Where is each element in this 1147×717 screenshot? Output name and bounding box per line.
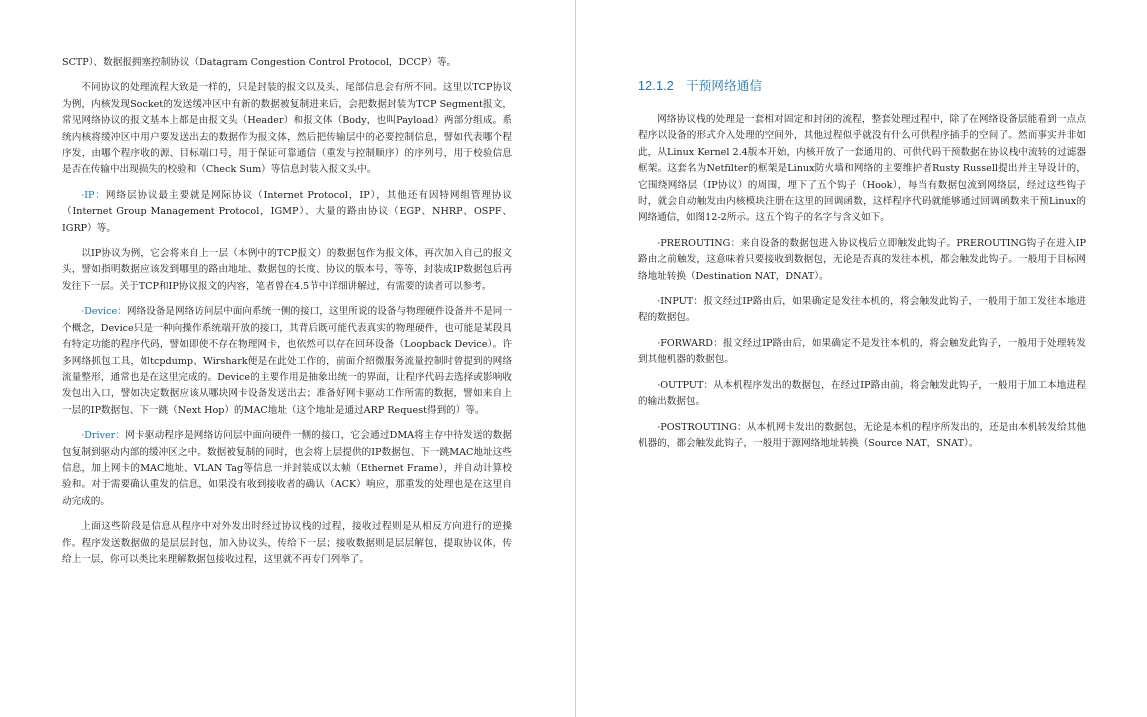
hook-forward: ·FORWARD：报文经过IP路由后，如果确定不是发往本机的，将会触发此钩子，一般用于处理转发到其他机器的数据包。 — [638, 337, 1086, 366]
paragraph-receive-process: 上面这些阶段是信息从程序中对外发出时经过协议栈的过程，接收过程则是从相反方向进行的逆操作。程序发送数据做的是层层封包，加入协议头，传给下一层；接收数据则是层层解包，提取协议体，传给上一层，你可以类比来理解数据包接收过程，这里就不再专门列举了。 — [62, 521, 512, 565]
right-text-column — [638, 72, 1086, 461]
bullet-ip-term: ·IP： — [81, 189, 106, 201]
bullet-ip-text: 网络层协议最主要就是网际协议（Internet Protocol，IP），其他还有因特网组管理协议（Internet Group Management Protocol，IGMP）、大量的路由协议（EGP、NHRP、OSPF、IGRP）等。 — [62, 189, 513, 234]
bullet-driver — [62, 428, 512, 510]
bullet-driver-text: 网卡驱动程序是网络访问层中面向硬件一侧的接口，它会通过DMA将主存中待发送的数据包复制到驱动内部的缓冲区之中。数据被复制的同时，也会将上层提供的IP数据包、下一跳MAC地址这些信息，加上网卡的MAC地址、VLAN Tag等信息一并封装成以太帧（Ethernet Frame），并自动计算校验和。对于需要确认重发的信息，如果没有收到接收者的确认（ACK）响应，那重发的处理也是在这里自动完成的。 — [62, 430, 512, 507]
paragraph-netfilter-intro: 网络协议栈的处理是一套相对固定和封闭的流程，整套处理过程中，除了在网络设备层能看到一点点程序以设备的形式介入处理的空间外，其他过程似乎就没有什么可供程序插手的空间了。然而事实并非如此，从Linux Kernel 2.4版本开始，内核开放了一套通用的、可供代码干预数据在协议栈中流转的过滤器框架。这套名为Netfilter的框架是Linux防火墙和网络的主要维护者Rusty Russell提出并主导设计的，它围绕网络层（IP协议）的周围，埋下了五个钩子（Hook），每当有数据包流到网络层，经过这些钩子时，就会自动触发由内核模块注册在这里的回调函数，这样程序代码就能够通过回调函数来干预Linux的网络通信，如图12-2所示。这五个钩子的名字与含义如下。 — [638, 114, 1086, 224]
hook-input: ·INPUT：报文经过IP路由后，如果确定是发往本机的，将会触发此钩子，一般用于加工发往本地进程的数据包。 — [638, 296, 1086, 324]
bullet-ip — [62, 188, 512, 237]
section-number: 12.1.2 — [638, 79, 674, 93]
left-text-column — [62, 55, 512, 577]
paragraph-sctp-continuation: SCTP）、数据报拥塞控制协议（Datagram Congestion Control Protocol，DCCP）等。 — [62, 57, 457, 68]
section-title: 干预网络通信 — [685, 79, 763, 93]
bullet-driver-term: ·Driver： — [81, 430, 126, 442]
bullet-device-term: ·Device： — [81, 306, 127, 318]
bullet-device-text: 网络设备是网络访问层中面向系统一侧的接口，这里所说的设备与物理硬件设备并不是同一个概念，Device只是一种向操作系统端开放的接口，其背后既可能代表真实的物理硬件，也可能是某段具有特定功能的程序代码，譬如即使不存在物理网卡，也依然可以存在回环设备（Loopback Device）。许多网络抓包工具，如tcpdump、Wirshark便是在此处工作的，前面介绍微服务流量控制时曾提到的网络流量整形，通常也是在这里完成的。Device的主要作用是抽象出统一的界面，让程序代码去选择或影响收发包出入口，譬如决定数据应该从哪块网卡设备发送出去；准备好网卡驱动工作所需的数据，譬如来自上一层的IP数据包、下一跳（Next Hop）的MAC地址（这个地址是通过ARP Request得到的）等。 — [62, 306, 512, 416]
hook-postrouting: ·POSTROUTING：从本机网卡发出的数据包，无论是本机的程序所发出的，还是由本机转发给其他机器的，都会触发此钩子，一般用于源网络地址转换（Source NAT，SNAT）。 — [638, 421, 1086, 449]
section-heading — [638, 76, 1086, 94]
hook-prerouting: ·PREROUTING：来自设备的数据包进入协议栈后立即触发此钩子。PREROUTING钩子在进入IP路由之前触发，这意味着只要接收到数据包，无论是否真的发往本机，都会触发此钩子。一般用于目标网络地址转换（Destination NAT，DNAT）。 — [638, 237, 1086, 282]
bullet-device — [62, 304, 512, 419]
hook-output: ·OUTPUT：从本机程序发出的数据包，在经过IP路由前，将会触发此钩子，一般用于加工本地进程的输出数据包。 — [638, 379, 1086, 408]
paragraph-tcp-encapsulation: 不同协议的处理流程大致是一样的，只是封装的报文以及头、尾部信息会有所不同。这里以TCP协议为例，内核发现Socket的发送缓冲区中有新的数据被复制进来后，会把数据封装为TCP Segment报文，常见网络协议的报文基本上都是由报文头（Header）和报文体（Body，也叫Payload）两部分组成。系统内核将缓冲区中用户要发送出去的数据作为报文体，然后把传输层中的必要控制信息，譬如代表哪个程序发，由哪个程序收的源、目标端口号，用于保证可靠通信（重发与控制顺序）的序列号，用于校验信息是否在传输中出现损失的校验和（Check Sum）等信息封装入报文头中。 — [62, 82, 512, 176]
paragraph-ip-example: 以IP协议为例，它会将来自上一层（本例中的TCP报文）的数据包作为报文体，再次加入自己的报文头，譬如指明数据应该发到哪里的路由地址、数据包的长度、协议的版本号，等等，封装成IP数据包后再发往下一层。关于TCP和IP协议报文的内容，笔者曾在4.5节中详细讲解过，有需要的读者可以参考。 — [62, 248, 512, 292]
right-page — [576, 0, 1147, 717]
